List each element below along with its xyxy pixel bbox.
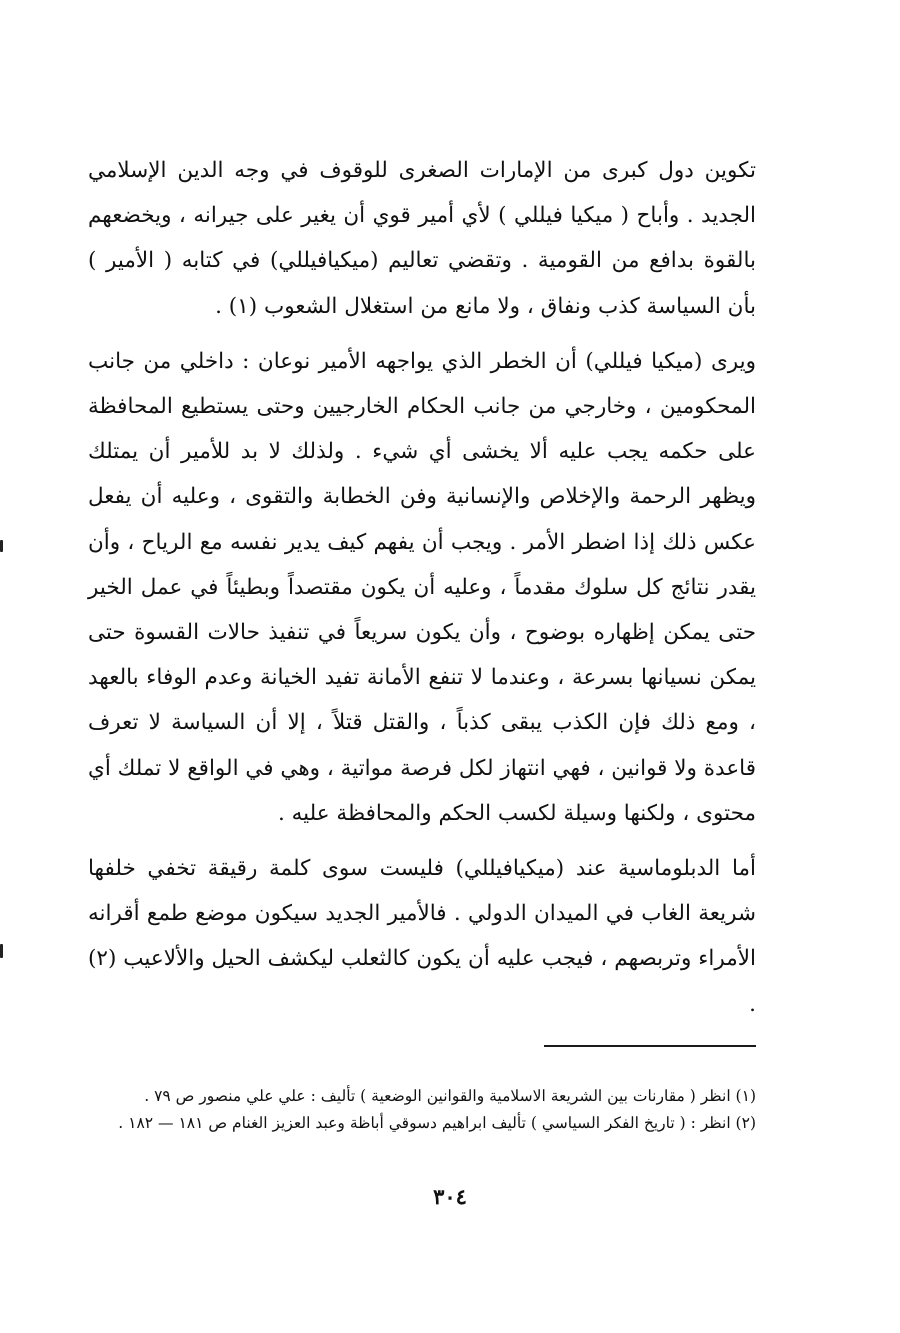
scan-mark-left-bottom bbox=[0, 944, 3, 958]
footnote-divider bbox=[544, 1045, 756, 1047]
paragraph-1: تكوين دول كبرى من الإمارات الصغرى للوقوف في وجه الدين الإسلامي الجديد . وأباح ( ميكيا فيللي ) لأي أمير قوي أن يغير على جيرانه ، ويخضعهم بالقوة بدافع من القومية . وتقضي تعاليم (ميكيافيللي) في كتابه ( الأمير ) بأن السياسة كذب ونفاق ، ولا مانع من استغلال الشعوب (١) . bbox=[88, 158, 756, 319]
paragraph-2: ويرى (ميكيا فيللي) أن الخطر الذي يواجهه الأمير نوعان : داخلي من جانب المحكومين ، وخارجي من جانب الحكام الخارجيين وحتى يستطيع المحافظة على حكمه يجب عليه ألا يخشى أي شيء . ولذلك لا بد للأمير أن يمتلك ويظهر الرحمة والإخلاص والإنسانية وفن الخطابة والتقوى ، وعليه أن يفعل عكس ذلك إذا اضطر الأمر . ويجب أن يفهم كيف يدير نفسه مع الرياح ، وأن يقدر نتائج كل سلوك مقدماً ، وعليه أن يكون مقتصداً وبطيئاً في عمل الخير حتى يمكن إظهاره بوضوح ، وأن يكون سريعاً في تنفيذ حالات القسوة حتى يمكن نسيانها بسرعة ، وعندما لا تنفع الأمانة تفيد الخيانة وعدم الوفاء بالعهد ، ومع ذلك فإن الكذب يبقى كذباً ، والقتل قتلاً ، إلا أن السياسة لا تعرف قاعدة ولا قوانين ، فهي انتهاز لكل فرصة مواتية ، وهي في الواقع لا تملك أي محتوى ، ولكنها وسيلة لكسب الحكم والمحافظة عليه . bbox=[88, 348, 756, 826]
page-body bbox=[88, 148, 756, 1035]
paragraph-3: أما الدبلوماسية عند (ميكيافيللي) فليست سوى كلمة رقيقة تخفي خلفها شريعة الغاب في الميدان الدولي . فالأمير الجديد سيكون موضع طمع أقرانه الأمراء وتربصهم ، فيجب عليه أن يكون كالثعلب ليكشف الحيل والألاعيب (٢) . bbox=[88, 856, 756, 1017]
footnote-list bbox=[88, 1083, 756, 1136]
footnote-1: (١) انظر ( مقارنات بين الشريعة الاسلامية والقوانين الوضعية ) تأليف : علي علي منصور ص ٧٩ . bbox=[144, 1087, 756, 1105]
footnote-2: (٢) انظر : ( تاريخ الفكر السياسي ) تأليف ابراهيم دسوقي أباظة وعبد العزيز الغنام ص ١٨١ — ١٨٢ . bbox=[118, 1113, 756, 1132]
scan-mark-left-top bbox=[0, 540, 3, 552]
page-number: ٣٠٤ bbox=[433, 1184, 467, 1209]
